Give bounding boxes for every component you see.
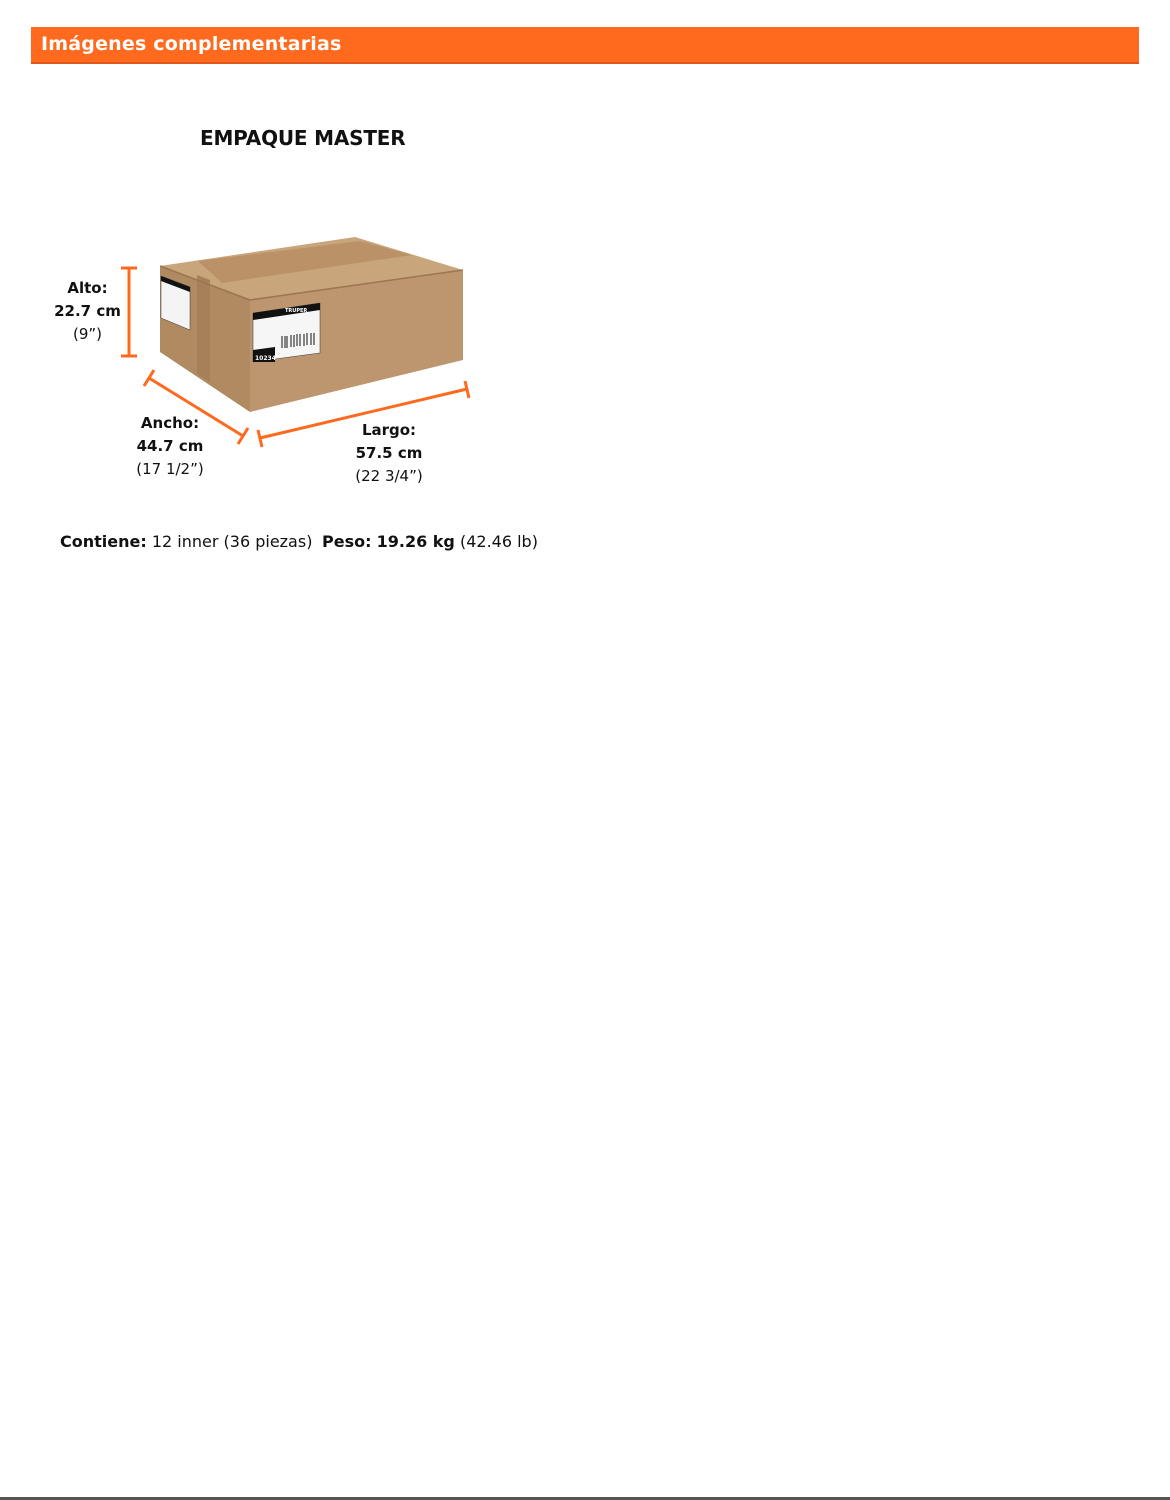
largo-title: Largo: xyxy=(361,421,417,439)
weight-info xyxy=(322,532,538,551)
alto-imperial: (9”) xyxy=(72,325,103,343)
alto-title: Alto: xyxy=(67,279,108,297)
box-label-code: 10234 xyxy=(255,355,276,362)
contents-info xyxy=(60,532,312,551)
section-title: EMPAQUE MASTER xyxy=(200,126,406,150)
box-label-brand: TRUPER xyxy=(285,308,308,314)
alto-metric: 22.7 cm xyxy=(54,302,121,320)
box-tape-left xyxy=(197,275,210,382)
weight-value: 19.26 kg xyxy=(376,532,455,551)
contents-value: 12 inner (36 piezas) xyxy=(151,532,313,551)
ancho-title: Ancho: xyxy=(140,414,200,432)
master-box-figure xyxy=(0,0,600,520)
largo-metric: 57.5 cm xyxy=(355,444,423,462)
ancho-label xyxy=(128,412,212,481)
weight-label: Peso: xyxy=(322,532,372,551)
contents-label: Contiene: xyxy=(60,532,147,551)
ancho-metric: 44.7 cm xyxy=(136,437,204,455)
header-title: Imágenes complementarias xyxy=(41,33,342,55)
ancho-imperial: (17 1/2”) xyxy=(136,460,204,478)
largo-label xyxy=(345,419,433,488)
alto-label xyxy=(50,277,125,346)
largo-imperial: (22 3/4”) xyxy=(355,467,423,485)
weight-imperial: (42.46 lb) xyxy=(459,532,538,551)
